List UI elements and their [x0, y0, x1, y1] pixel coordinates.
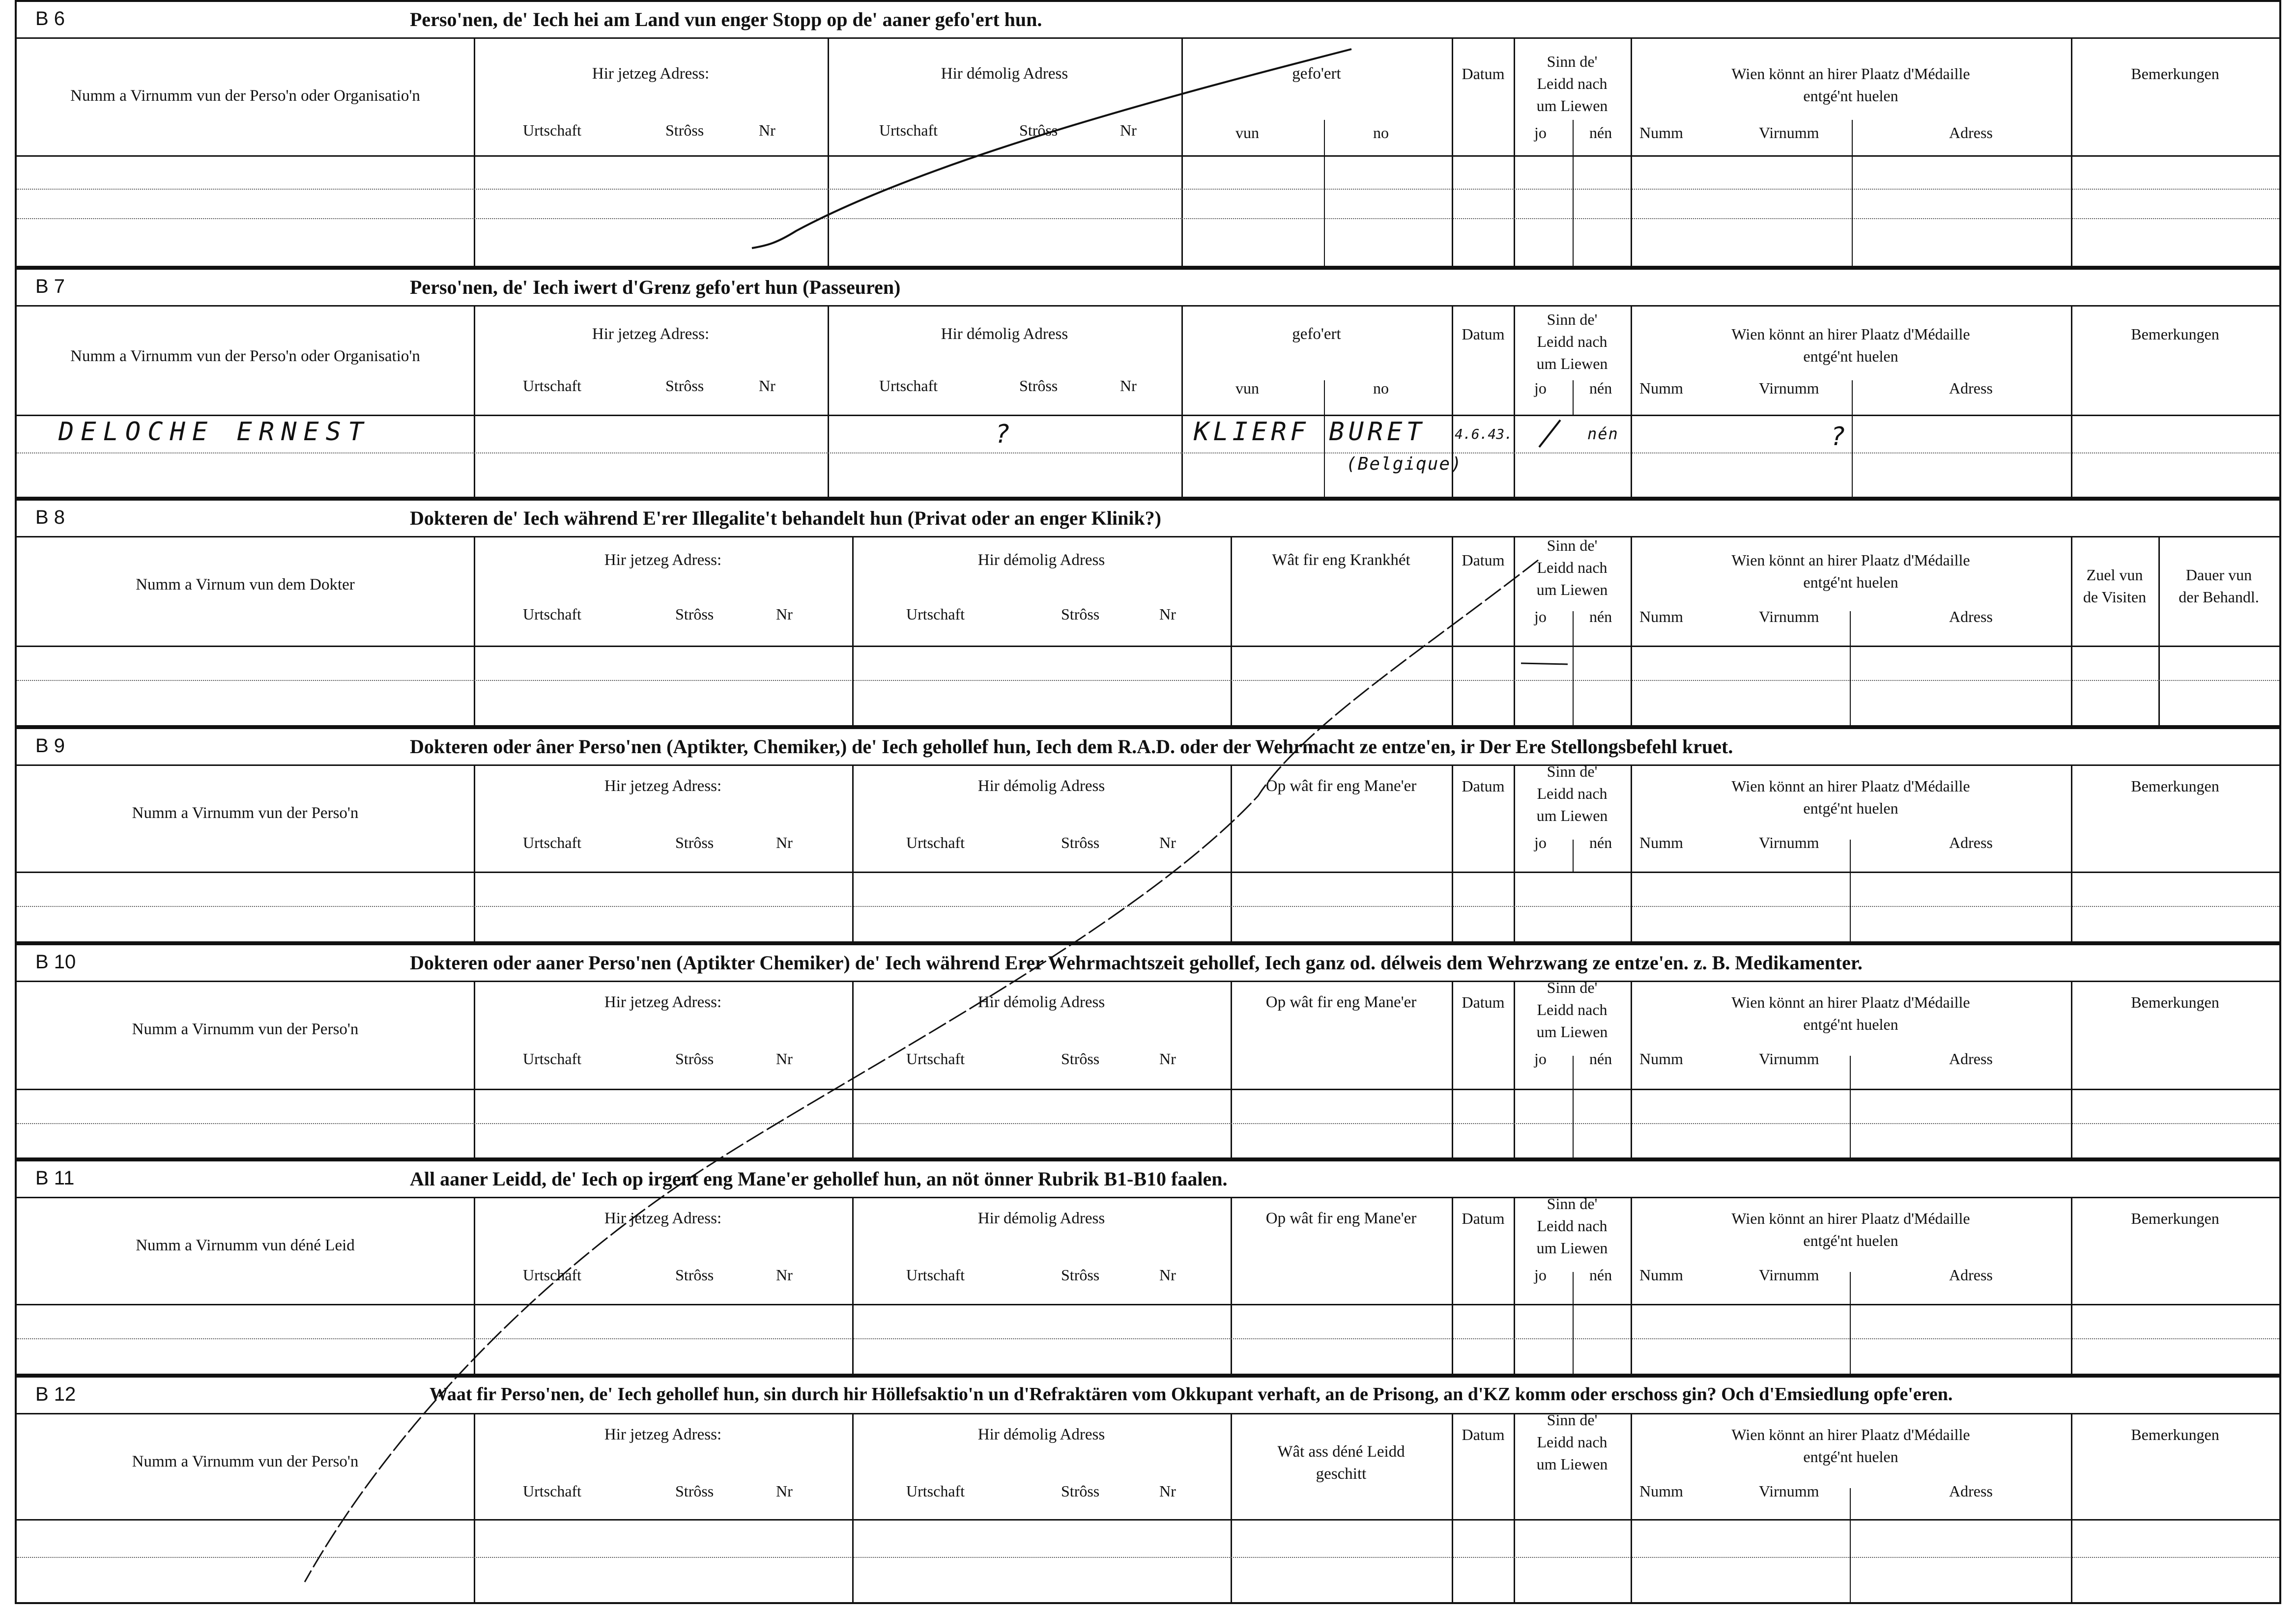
date-label: Datum [1462, 993, 1505, 1011]
date-label: Datum [1462, 1426, 1505, 1443]
medal-label: Wien könnt an hirer Plaatz d'Médaille [1731, 325, 1970, 343]
remarks-label: Bemerkungen [2131, 1210, 2219, 1227]
section-header [17, 2, 2279, 39]
entry-date: 4.6.43. [1455, 426, 1513, 442]
section-code: B 10 [35, 951, 76, 973]
section-header [17, 1161, 2279, 1198]
current-address-label: Hir jetzeg Adress: [592, 65, 710, 83]
section-code: B 12 [35, 1383, 76, 1405]
current-address-label: Hir jetzeg Adress: [592, 325, 710, 343]
medal-label: Wien könnt an hirer Plaatz d'Médaille [1731, 777, 1970, 795]
name-column-label: Numm a Virnum vun dem Dokter [136, 576, 355, 593]
name-column-label: Numm a Virnumm vun der Perso'n [132, 1453, 359, 1470]
name-column-label: Numm a Virnumm vun der Perso'n oder Organisatio'n [70, 87, 420, 105]
entry-from: KLIERF BURET [1194, 417, 1426, 447]
section-code: B 9 [35, 735, 65, 757]
section-title: Dokteren de' Iech während E'rer Illegalite't behandelt hun (Privat oder an enger Klinik?) [410, 507, 1161, 529]
section-title: Waat fir Perso'nen, de' Iech gehollef hun, sin durch hir Höllefsaktio'n un d'Refraktären vom Okkupant verhaft, an de Prisong, an d'KZ komm oder erschoss gin? Och d'Emsiedlung opfe'eren. [430, 1384, 1953, 1405]
medal-label: Wien könnt an hirer Plaatz d'Médaille [1731, 1210, 1970, 1227]
section-header [17, 501, 2279, 537]
section-b10: B 10 Dokteren oder aaner Perso'nen (Aptikter Chemiker) de' Iech während Erer Wehrmachtszeit gehollef, Iech ganz od. délweis dem Wehrzwang ze entze'en. z. B. Medikamenter. Numm a Virnumm vun der Perso'n Hir jetzeg Adress: Urtschaft Strôss Nr Hir démolig Adress Urtschaft Strôss Nr Op wât fir eng Mane'er Datum Sinn de' Leidd nach um Liewen jo nén Wien könnt an hirer Plaatz d'Médaille entgé'nt huelen Numm Virnumm Adress Bemerkungen [15, 943, 2281, 1159]
former-address-label: Hir démolig Adress [977, 777, 1105, 795]
method-label: Op wât fir eng Mane'er [1265, 777, 1417, 795]
method-label: Op wât fir eng Mane'er [1265, 993, 1417, 1011]
duration-label: Dauer vun [2185, 566, 2252, 584]
section-b7: B 7 Perso'nen, de' Iech iwert d'Grenz gefo'ert hun (Passeuren) Numm a Virnumm vun der Perso'n oder Organisatio'n Hir jetzeg Adress: Urtschaft Strôss Nr Hir démolig Adress Urtschaft Strôss Nr gefo'ert vun no Datum Sinn de' Leidd nach um Liewen jo nén Wien könnt an hirer Plaatz d'Médaille entgé'nt huelen Numm Virnumm Adress Bemerkungen DELOCHE ERNEST ? KLIERF BURET (Belgique) 4.6.43. nén ? [15, 268, 2281, 499]
remarks-label: Bemerkungen [2131, 1426, 2219, 1443]
name-column-label: Numm a Virnumm vun der Perso'n [132, 804, 359, 822]
section-code: B 7 [35, 276, 65, 297]
former-address-label: Hir démolig Adress [977, 551, 1105, 569]
name-column-label: Numm a Virnumm vun der Perso'n [132, 1020, 359, 1038]
section-b9: B 9 Dokteren oder âner Perso'nen (Aptikter, Chemiker,) de' Iech gehollef hun, Iech dem R.A.D. oder der Wehrmacht ze entze'en, ir Der Ere Stellongsbefehl kruet. Numm a Virnumm vun der Perso'n Hir jetzeg Adress: Urtschaft Strôss Nr Hir démolig Adress Urtschaft Strôss Nr Op wât fir eng Mane'er Datum Sinn de' Leidd nach um Liewen jo nén Wien könnt an hirer Plaatz d'Médaille entgé'nt huelen Numm Virnumm Adress Bemerkungen [15, 727, 2281, 943]
what-happened-label: Wât ass déné Leidd [1277, 1443, 1405, 1461]
former-address-label: Hir démolig Adress [977, 993, 1105, 1011]
name-column-label: Numm a Virnumm vun der Perso'n oder Organisatio'n [70, 347, 420, 365]
date-label: Datum [1462, 777, 1505, 795]
section-code: B 6 [35, 8, 65, 29]
section-b6: B 6 Perso'nen, de' Iech hei am Land vun enger Stopp op de' aaner gefo'ert hun. Numm a Virnumm vun der Perso'n oder Organisatio'n Hir jetzeg Adress: Urtschaft Strôss Nr Hir démolig Adress Urtschaft Strôss Nr gefo'ert vun no Datum Sinn de' Leidd nach um Liewen jo nén Wien könnt an hirer Plaatz d'Médaille entgé'nt huelen Numm Virnumm Adress Bemerkungen [15, 0, 2281, 268]
section-b11: B 11 All aaner Leidd, de' Iech op irgent eng Mane'er gehollef hun, an nöt önner Rubrik B1-B10 faalen. Numm a Virnumm vun déné Leid Hir jetzeg Adress: Urtschaft Strôss Nr Hir démolig Adress Urtschaft Strôss Nr Op wât fir eng Mane'er Datum Sinn de' Leidd nach um Liewen jo nén Wien könnt an hirer Plaatz d'Médaille entgé'nt huelen Numm Virnumm Adress Bemerkungen [15, 1159, 2281, 1376]
medal-label: Wien könnt an hirer Plaatz d'Médaille [1731, 551, 1970, 569]
date-label: Datum [1462, 65, 1505, 83]
remarks-label: Bemerkungen [2131, 325, 2219, 343]
date-label: Datum [1462, 1210, 1505, 1227]
section-title: All aaner Leidd, de' Iech op irgent eng Mane'er gehollef hun, an nöt önner Rubrik B1-B10 faalen. [410, 1168, 1228, 1190]
current-address-label: Hir jetzeg Adress: [604, 1426, 722, 1443]
former-address-label: Hir démolig Adress [977, 1426, 1105, 1443]
section-code: B 8 [35, 507, 65, 528]
section-code: B 11 [35, 1167, 75, 1189]
section-header [17, 270, 2279, 307]
entry-name: DELOCHE ERNEST [58, 417, 371, 447]
illness-label: Wât fir eng Krankhét [1272, 551, 1410, 569]
section-title: Dokteren oder âner Perso'nen (Aptikter, Chemiker,) de' Iech gehollef hun, Iech dem R.A.D. oder der Wehrmacht ze entze'en, ir Der Ere Stellongsbefehl kruet. [410, 735, 1733, 758]
medal-label: Wien könnt an hirer Plaatz d'Médaille [1731, 993, 1970, 1011]
remarks-label: Bemerkungen [2131, 993, 2219, 1011]
current-address-label: Hir jetzeg Adress: [604, 777, 722, 795]
date-label: Datum [1462, 325, 1505, 343]
current-address-label: Hir jetzeg Adress: [604, 551, 722, 569]
visits-label: Zuel vun [2086, 566, 2143, 584]
medal-label: Wien könnt an hirer Plaatz d'Médaille [1731, 1426, 1970, 1443]
section-header [17, 729, 2279, 766]
entry-to: (Belgique) [1346, 454, 1463, 474]
section-header [17, 1378, 2279, 1414]
section-title: Perso'nen, de' Iech hei am Land vun enger Stopp op de' aaner gefo'ert hun. [410, 8, 1042, 30]
current-address-label: Hir jetzeg Adress: [604, 993, 722, 1011]
section-header [17, 945, 2279, 982]
section-title: Dokteren oder aaner Perso'nen (Aptikter Chemiker) de' Iech während Erer Wehrmachtszeit gehollef, Iech ganz od. délweis dem Wehrzwang ze entze'en. z. B. Medikamenter. [410, 952, 1863, 974]
entry-medal-unknown: ? [1830, 422, 1846, 451]
entry-former-address-unknown: ? [995, 420, 1010, 449]
transported-label: gefo'ert [1292, 325, 1341, 343]
medal-label: Wien könnt an hirer Plaatz d'Médaille [1731, 65, 1970, 83]
section-title: Perso'nen, de' Iech iwert d'Grenz gefo'ert hun (Passeuren) [410, 276, 901, 298]
date-label: Datum [1462, 551, 1505, 569]
former-address-label: Hir démolig Adress [977, 1210, 1105, 1227]
former-address-label: Hir démolig Adress [941, 65, 1068, 83]
method-label: Op wât fir eng Mane'er [1265, 1210, 1417, 1227]
entry-survived-no: nén [1587, 424, 1619, 443]
remarks-label: Bemerkungen [2131, 65, 2219, 83]
current-address-label: Hir jetzeg Adress: [604, 1210, 722, 1227]
transported-label: gefo'ert [1292, 65, 1341, 83]
remarks-label: Bemerkungen [2131, 777, 2219, 795]
section-b12: B 12 Waat fir Perso'nen, de' Iech gehollef hun, sin durch hir Höllefsaktio'n un d'Refraktären vom Okkupant verhaft, an de Prisong, an d'KZ komm oder erschoss gin? Och d'Emsiedlung opfe'eren. Numm a Virnumm vun der Perso'n Hir jetzeg Adress: Urtschaft Strôss Nr Hir démolig Adress Urtschaft Strôss Nr Wât ass déné Leidd geschitt Datum Sinn de' Leidd nach um Liewen Wien könnt an hirer Plaatz d'Médaille entgé'nt huelen Numm Virnumm Adress Bemerkungen [15, 1376, 2281, 1604]
former-address-label: Hir démolig Adress [941, 325, 1068, 343]
name-column-label: Numm a Virnumm vun déné Leid [136, 1237, 355, 1254]
section-b8: B 8 Dokteren de' Iech während E'rer Illegalite't behandelt hun (Privat oder an enger Klinik?) Numm a Virnum vun dem Dokter Hir jetzeg Adress: Urtschaft Strôss Nr Hir démolig Adress Urtschaft Strôss Nr Wât fir eng Krankhét Datum Sinn de' Leidd nach um Liewen jo nén Wien könnt an hirer Plaatz d'Médaille entgé'nt huelen Numm Virnumm Adress Zuel vun de Visiten Dauer vun der Behandl. [15, 499, 2281, 727]
